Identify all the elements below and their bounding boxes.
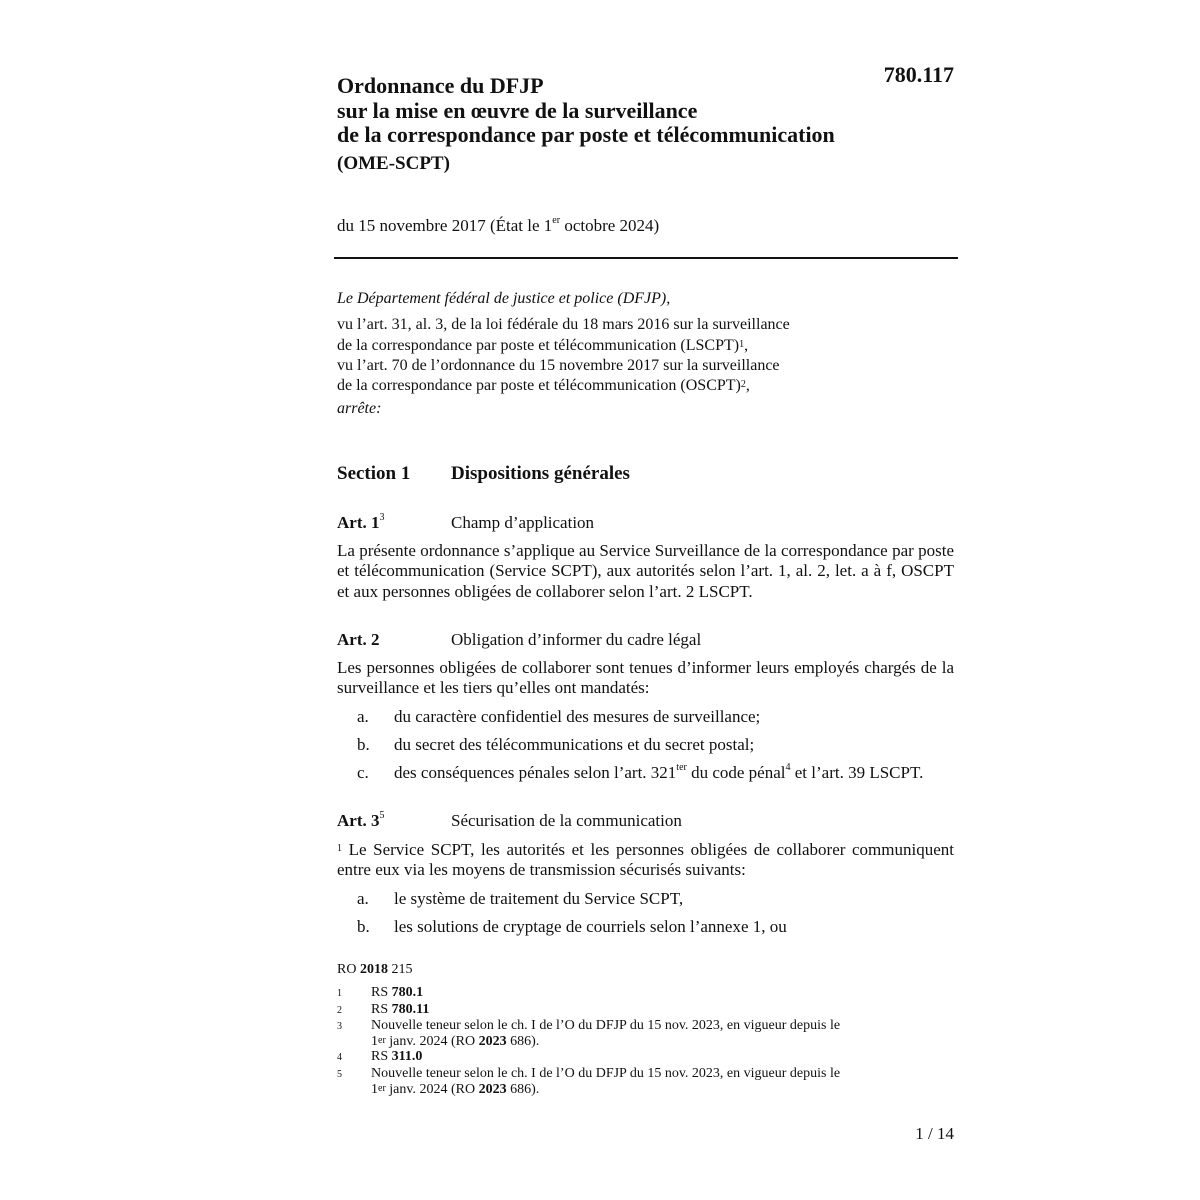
footnote-prefix: RS [371,1001,392,1017]
preamble-authority: Le Département fédéral de justice et police (DFJP), [337,290,671,307]
footnote-number: 2 [337,1004,342,1016]
footnote-body: 686). [506,1081,540,1097]
preamble-line: vu l’art. 31, al. 3, de la loi fédérale du 18 mars 2016 sur la surveillance [337,316,790,334]
footnote-ref-code[interactable]: 780.1 [391,985,424,1000]
article-paragraph: La présente ordonnance s’applique au Service Surveillance de la correspondance par poste et télécommunication (Service SCPT), aux autorités selon l’art. 1, al. 2, let. a à f, OSCPT et aux personnes obligées de collaborer selon l’art. 2 LSCPT. [337,541,954,601]
article-heading [337,811,682,831]
footnote-ref-2[interactable]: 2 [740,379,746,391]
list-text: du caractère confidentiel des mesures de surveillance; [394,707,761,726]
list-item [357,917,787,937]
source-page: 215 [387,962,413,977]
list-item [357,889,683,909]
section-number: Section 1 [337,463,411,484]
article-title: Champ d’application [451,513,595,532]
footnote-number: 1 [337,988,342,999]
footnote-ref-3[interactable]: 3 [379,512,385,523]
document-short-title: (OME-SCPT) [337,153,450,174]
document-title [337,74,835,148]
preamble-punct: , [745,377,750,395]
preamble-text: de la correspondance par poste et télécommunication (LSCPT) [337,336,740,354]
list-sup: ter [676,762,687,773]
title-line: sur la mise en œuvre de la surveillance [337,97,698,123]
footnote-body: Nouvelle teneur selon le ch. I de l’O du DFJP du 15 nov. 2023, en vigueur depuis le [371,1018,841,1034]
section-title: Dispositions générales [451,463,630,484]
footnote-text [371,1049,957,1066]
footnote-body: Nouvelle teneur selon le ch. I de l’O du DFJP du 15 nov. 2023, en vigueur depuis le [371,1065,841,1081]
article-number-text: Art. 1 [337,513,380,532]
article-heading [337,630,701,650]
footnote-number: 3 [337,1021,342,1033]
footnote-body: janv. 2024 (RO [385,1033,479,1049]
list-item [357,707,760,727]
footnote-body: 1 [371,1081,378,1097]
list-text: le système de traitement du Service SCPT, [394,889,684,908]
footnote-sup: er [378,1082,386,1094]
document-date [337,216,659,236]
footnote [337,1049,957,1066]
list-item [357,763,923,783]
preamble-decree: arrête: [337,400,382,418]
article-title: Sécurisation de la communication [451,811,682,830]
article-heading [337,513,594,533]
list-letter: c. [357,763,369,782]
title-line: de la correspondance par poste et télécommunication [337,122,835,147]
footnote [337,1066,957,1097]
preamble-text: de la correspondance par poste et télécommunication (OSCPT) [337,377,741,395]
footnote-number: 4 [337,1052,342,1064]
list-letter: b. [357,917,370,936]
document-number: 780.117 [883,62,954,87]
section-heading [337,463,630,485]
footnote-ref-code[interactable]: 2023 [478,1081,507,1097]
date-suffix: octobre 2024) [560,216,660,235]
list-text: et l’art. 39 LSCPT. [790,763,924,782]
preamble-line: vu l’art. 70 de l’ordonnance du 15 novembre 2017 sur la surveillance [337,356,780,374]
footnote-sup: er [378,1034,386,1046]
article-paragraph [337,840,954,881]
source-prefix: RO [337,962,360,977]
article-number-text: Art. 3 [337,811,380,830]
footnote [337,1002,957,1019]
footnotes [337,985,957,1097]
list-text: des conséquences pénales selon l’art. 321 [394,763,677,782]
footnote-text [371,1002,957,1019]
footnote-ref-1[interactable]: 1 [739,338,745,350]
footnote-body: 1 [371,1033,378,1049]
footnote-text [371,985,957,1002]
paragraph-text: Le Service SCPT, les autorités et les personnes obligées de collaborer communiquent entre eux via les moyens de transmission sécurisés suivants: [337,840,954,880]
source-year: 2018 [359,962,388,977]
list-item [357,735,754,755]
date-prefix: du 15 novembre 2017 (État le 1 [337,216,553,235]
list-text: du secret des télécommunications et du secret postal; [394,735,755,754]
article-title: Obligation d’informer du cadre légal [451,630,702,649]
preamble-line [337,376,957,396]
preamble-line [337,336,957,356]
footnote-body: 686). [506,1033,540,1049]
footnote-prefix: RS [371,1049,392,1065]
footnote-ref-4[interactable]: 4 [785,762,791,773]
title-line: Ordonnance du DFJP [337,73,544,98]
list-text: du code pénal [686,763,786,782]
paragraph-number: 1 [337,843,342,854]
footnote [337,985,957,1002]
article-number [337,513,451,533]
footnote-ref-code[interactable]: 2023 [478,1033,507,1049]
article-number [337,811,451,831]
footnote-text [371,1066,957,1097]
date-sup: er [552,215,561,226]
list-letter: a. [357,889,369,908]
list-letter: a. [357,707,369,726]
preamble-punct: , [744,336,749,354]
official-source [337,962,412,978]
footnote-prefix: RS [371,985,392,1000]
article-paragraph: Les personnes obligées de collaborer sont tenues d’informer leurs employés chargés de la surveillance et les tiers qu’elles ont mandatés: [337,658,954,698]
preamble [337,289,957,420]
header-divider [334,257,958,259]
footnote [337,1018,957,1049]
footnote-text [371,1018,957,1049]
list-text: les solutions de cryptage de courriels selon l’annexe 1, ou [394,917,787,936]
footnote-number: 5 [337,1068,342,1080]
footnote-ref-code[interactable]: 780.11 [391,1001,430,1017]
footnote-ref-code[interactable]: 311.0 [391,1049,423,1065]
list-letter: b. [357,735,370,754]
footnote-body: janv. 2024 (RO [385,1081,479,1097]
article-number: Art. 2 [337,630,380,649]
footnote-ref-5[interactable]: 5 [379,810,385,821]
page-number: 1 / 14 [915,1124,954,1143]
